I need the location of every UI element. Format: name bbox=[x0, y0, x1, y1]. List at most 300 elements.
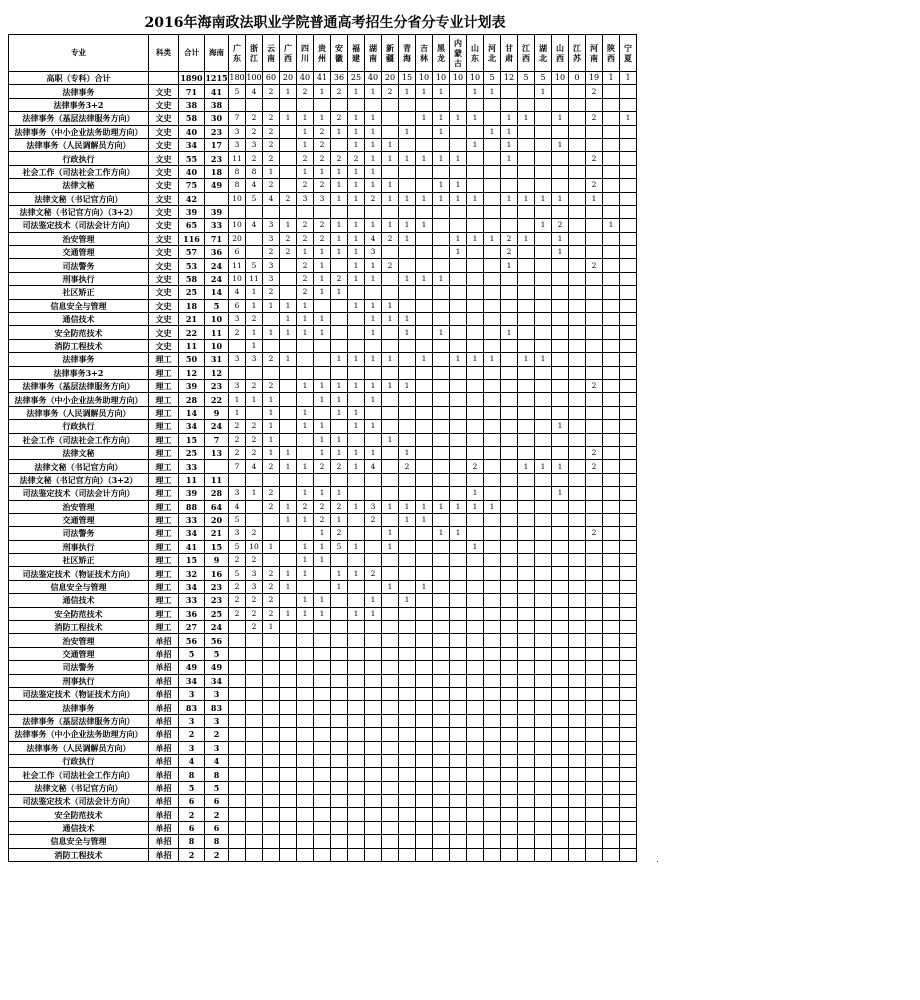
cell-province bbox=[569, 821, 586, 834]
cell-province bbox=[569, 179, 586, 192]
cell-province: 1 bbox=[246, 487, 263, 500]
cell-province bbox=[467, 313, 484, 326]
cell-province: 2 bbox=[501, 246, 518, 259]
cell-province bbox=[229, 366, 246, 379]
cell-province bbox=[348, 580, 365, 593]
cell-province bbox=[501, 98, 518, 111]
cell-province bbox=[382, 848, 399, 861]
cell-hainan: 56 bbox=[205, 634, 229, 647]
cell-province bbox=[229, 674, 246, 687]
cell-province: 1 bbox=[348, 607, 365, 620]
cell-province bbox=[620, 513, 637, 526]
cell-province bbox=[416, 125, 433, 138]
cell-province bbox=[467, 527, 484, 540]
cell-hainan: 3 bbox=[205, 714, 229, 727]
cell-province bbox=[501, 661, 518, 674]
cell-province bbox=[552, 152, 569, 165]
cell-province: 1 bbox=[297, 406, 314, 419]
cell-province: 1 bbox=[365, 112, 382, 125]
cell-province bbox=[518, 795, 535, 808]
cell-province: 3 bbox=[246, 138, 263, 151]
cell-province bbox=[620, 420, 637, 433]
cell-province bbox=[314, 473, 331, 486]
cell-province: 2 bbox=[263, 152, 280, 165]
cell-province bbox=[382, 687, 399, 700]
cell-province bbox=[467, 406, 484, 419]
cell-province bbox=[416, 540, 433, 553]
cell-province bbox=[518, 487, 535, 500]
cell-province: 1 bbox=[314, 446, 331, 459]
stray-dot bbox=[657, 861, 658, 862]
cell-province bbox=[229, 701, 246, 714]
cell-province bbox=[569, 420, 586, 433]
cell-province bbox=[365, 98, 382, 111]
cell-province bbox=[467, 286, 484, 299]
cell-province bbox=[450, 259, 467, 272]
cell-province bbox=[501, 754, 518, 767]
cell-province bbox=[586, 540, 603, 553]
cell-province: 2 bbox=[263, 112, 280, 125]
cell-hainan: 23 bbox=[205, 379, 229, 392]
cell-province bbox=[552, 621, 569, 634]
cell-province: 1 bbox=[399, 125, 416, 138]
cell-province bbox=[603, 420, 620, 433]
cell-total: 25 bbox=[179, 286, 205, 299]
cell-category: 单招 bbox=[149, 821, 179, 834]
cell-province: 1 bbox=[399, 594, 416, 607]
cell-province bbox=[552, 754, 569, 767]
cell-province bbox=[382, 473, 399, 486]
cell-major: 司法鉴定技术（物证技术方向） bbox=[9, 687, 149, 700]
cell-province bbox=[518, 473, 535, 486]
cell-total: 49 bbox=[179, 661, 205, 674]
cell-major: 社会工作（司法社会工作方向） bbox=[9, 433, 149, 446]
cell-province bbox=[450, 460, 467, 473]
cell-province bbox=[263, 527, 280, 540]
cell-province: 1 bbox=[450, 112, 467, 125]
cell-category: 单招 bbox=[149, 781, 179, 794]
cell-province: 1 bbox=[297, 594, 314, 607]
cell-province bbox=[314, 674, 331, 687]
cell-province bbox=[229, 808, 246, 821]
cell-province bbox=[246, 821, 263, 834]
cell-province bbox=[348, 687, 365, 700]
cell-province bbox=[348, 393, 365, 406]
cell-province bbox=[569, 339, 586, 352]
cell-total: 2 bbox=[179, 728, 205, 741]
cell-province bbox=[535, 487, 552, 500]
cell-province: 1 bbox=[501, 152, 518, 165]
cell-province bbox=[314, 821, 331, 834]
cell-province bbox=[518, 513, 535, 526]
cell-province bbox=[382, 246, 399, 259]
cell-province: 1 bbox=[518, 460, 535, 473]
header-province: 福建 bbox=[348, 35, 365, 72]
cell-province: 1 bbox=[450, 500, 467, 513]
cell-province bbox=[603, 246, 620, 259]
cell-major: 法律事务3+2 bbox=[9, 98, 149, 111]
cell-province bbox=[348, 741, 365, 754]
table-row bbox=[9, 460, 637, 473]
cell-province bbox=[484, 821, 501, 834]
cell-province bbox=[603, 754, 620, 767]
cell-province: 1 bbox=[365, 152, 382, 165]
cell-province bbox=[331, 621, 348, 634]
cell-province bbox=[467, 594, 484, 607]
cell-province: 1 bbox=[535, 85, 552, 98]
cell-province bbox=[416, 567, 433, 580]
cell-category: 理工 bbox=[149, 527, 179, 540]
cell-province bbox=[450, 701, 467, 714]
cell-province bbox=[569, 165, 586, 178]
cell-province bbox=[416, 299, 433, 312]
header-province: 山东 bbox=[467, 35, 484, 72]
cell-province bbox=[382, 112, 399, 125]
cell-province bbox=[450, 420, 467, 433]
cell-province bbox=[552, 714, 569, 727]
cell-province bbox=[484, 379, 501, 392]
cell-province bbox=[467, 446, 484, 459]
cell-major: 法律事务 bbox=[9, 701, 149, 714]
cell-province bbox=[484, 313, 501, 326]
cell-province: 1 bbox=[365, 179, 382, 192]
cell-province: 1 bbox=[365, 393, 382, 406]
cell-province: 2 bbox=[263, 567, 280, 580]
cell-province bbox=[416, 527, 433, 540]
cell-province bbox=[365, 473, 382, 486]
cell-province bbox=[382, 326, 399, 339]
cell-province: 2 bbox=[586, 379, 603, 392]
cell-province bbox=[586, 594, 603, 607]
cell-province bbox=[382, 165, 399, 178]
cell-province bbox=[484, 299, 501, 312]
cell-province bbox=[603, 768, 620, 781]
cell-province bbox=[314, 621, 331, 634]
cell-province: 1 bbox=[331, 406, 348, 419]
cell-province bbox=[280, 701, 297, 714]
cell-province bbox=[365, 339, 382, 352]
cell-province bbox=[467, 835, 484, 848]
cell-province bbox=[416, 433, 433, 446]
cell-hainan: 49 bbox=[205, 661, 229, 674]
cell-total: 6 bbox=[179, 795, 205, 808]
cell-province bbox=[297, 768, 314, 781]
cell-province: 1 bbox=[331, 433, 348, 446]
cell-hainan: 24 bbox=[205, 621, 229, 634]
cell-province: 1 bbox=[314, 272, 331, 285]
cell-province: 1 bbox=[399, 219, 416, 232]
cell-province: 1 bbox=[348, 446, 365, 459]
cell-province: 10 bbox=[229, 219, 246, 232]
cell-province bbox=[467, 152, 484, 165]
cell-province bbox=[246, 500, 263, 513]
cell-province bbox=[501, 393, 518, 406]
table-row bbox=[9, 205, 637, 218]
cell-province bbox=[348, 473, 365, 486]
cell-province: 1 bbox=[314, 527, 331, 540]
cell-province bbox=[263, 714, 280, 727]
cell-province bbox=[569, 781, 586, 794]
cell-province: 1 bbox=[382, 192, 399, 205]
cell-province bbox=[518, 393, 535, 406]
cell-province bbox=[382, 272, 399, 285]
cell-province bbox=[501, 85, 518, 98]
cell-province bbox=[484, 473, 501, 486]
cell-province bbox=[518, 728, 535, 741]
cell-province bbox=[416, 473, 433, 486]
cell-province bbox=[620, 85, 637, 98]
cell-province bbox=[365, 835, 382, 848]
table-row bbox=[9, 326, 637, 339]
cell-province bbox=[620, 339, 637, 352]
cell-province bbox=[518, 326, 535, 339]
cell-province bbox=[263, 366, 280, 379]
cell-province bbox=[229, 728, 246, 741]
cell-province: 1 bbox=[331, 393, 348, 406]
cell-category: 单招 bbox=[149, 835, 179, 848]
cell-province bbox=[552, 473, 569, 486]
cell-province bbox=[501, 594, 518, 607]
cell-province: 2 bbox=[246, 125, 263, 138]
cell-province bbox=[518, 634, 535, 647]
cell-province: 1 bbox=[552, 192, 569, 205]
cell-province bbox=[433, 353, 450, 366]
cell-category: 理工 bbox=[149, 353, 179, 366]
cell-province bbox=[348, 848, 365, 861]
cell-category: 文史 bbox=[149, 85, 179, 98]
cell-province: 1 bbox=[280, 313, 297, 326]
cell-province: 1 bbox=[365, 165, 382, 178]
cell-province bbox=[450, 567, 467, 580]
cell-province bbox=[552, 433, 569, 446]
cell-major: 法律事务 bbox=[9, 85, 149, 98]
header-province: 四川 bbox=[297, 35, 314, 72]
cell-province: 1 bbox=[297, 513, 314, 526]
cell-province: 1 bbox=[314, 433, 331, 446]
cell-province bbox=[501, 219, 518, 232]
cell-province bbox=[331, 661, 348, 674]
cell-province: 1 bbox=[399, 513, 416, 526]
cell-province bbox=[467, 219, 484, 232]
cell-province bbox=[620, 165, 637, 178]
cell-province bbox=[433, 728, 450, 741]
cell-province: 3 bbox=[229, 379, 246, 392]
cell-province bbox=[331, 607, 348, 620]
cell-province bbox=[246, 513, 263, 526]
cell-province bbox=[399, 835, 416, 848]
cell-category: 文史 bbox=[149, 138, 179, 151]
cell-province bbox=[569, 473, 586, 486]
cell-province bbox=[229, 821, 246, 834]
cell-province bbox=[484, 326, 501, 339]
cell-province: 1 bbox=[331, 513, 348, 526]
cell-province: 3 bbox=[246, 353, 263, 366]
cell-province bbox=[603, 460, 620, 473]
cell-province bbox=[518, 835, 535, 848]
cell-province: 1 bbox=[535, 219, 552, 232]
cell-province: 2 bbox=[263, 286, 280, 299]
cell-province bbox=[365, 580, 382, 593]
cell-province bbox=[365, 634, 382, 647]
cell-province: 1 bbox=[450, 192, 467, 205]
cell-province bbox=[501, 165, 518, 178]
cell-province: 2 bbox=[280, 192, 297, 205]
cell-province: 2 bbox=[314, 232, 331, 245]
cell-province bbox=[518, 313, 535, 326]
cell-province: 1 bbox=[399, 232, 416, 245]
cell-province bbox=[280, 272, 297, 285]
cell-province bbox=[246, 674, 263, 687]
cell-province bbox=[450, 554, 467, 567]
cell-province: 1 bbox=[331, 219, 348, 232]
cell-province bbox=[535, 339, 552, 352]
cell-province bbox=[603, 848, 620, 861]
cell-province bbox=[365, 741, 382, 754]
cell-major: 通信技术 bbox=[9, 821, 149, 834]
cell-province bbox=[314, 781, 331, 794]
cell-hainan: 14 bbox=[205, 286, 229, 299]
cell-province bbox=[467, 728, 484, 741]
cell-province bbox=[365, 701, 382, 714]
cell-province: 1 bbox=[331, 567, 348, 580]
cell-province bbox=[348, 513, 365, 526]
cell-province bbox=[348, 728, 365, 741]
cell-province bbox=[450, 85, 467, 98]
cell-province: 3 bbox=[229, 138, 246, 151]
cell-province bbox=[620, 594, 637, 607]
cell-province bbox=[603, 781, 620, 794]
cell-province: 1 bbox=[246, 299, 263, 312]
cell-province: 4 bbox=[246, 219, 263, 232]
cell-province: 2 bbox=[331, 272, 348, 285]
cell-province bbox=[450, 808, 467, 821]
cell-province bbox=[297, 393, 314, 406]
cell-province: 1 bbox=[297, 125, 314, 138]
cell-province bbox=[501, 433, 518, 446]
cell-province bbox=[484, 420, 501, 433]
cell-province bbox=[246, 406, 263, 419]
cell-province: 1 bbox=[365, 85, 382, 98]
cell-province bbox=[569, 246, 586, 259]
cell-province bbox=[535, 647, 552, 660]
cell-province bbox=[586, 674, 603, 687]
cell-major: 交通管理 bbox=[9, 647, 149, 660]
cell-hainan: 34 bbox=[205, 674, 229, 687]
cell-province: 2 bbox=[552, 219, 569, 232]
cell-province bbox=[280, 848, 297, 861]
cell-province: 1 bbox=[484, 125, 501, 138]
cell-province: 2 bbox=[382, 232, 399, 245]
cell-province bbox=[518, 701, 535, 714]
cell-province bbox=[552, 125, 569, 138]
cell-major: 信息安全与管理 bbox=[9, 580, 149, 593]
cell-province bbox=[450, 821, 467, 834]
cell-province bbox=[569, 433, 586, 446]
cell-province bbox=[450, 647, 467, 660]
cell-province bbox=[603, 179, 620, 192]
cell-province bbox=[382, 393, 399, 406]
cell-category: 文史 bbox=[149, 259, 179, 272]
cell-province: 1 bbox=[365, 138, 382, 151]
cell-province bbox=[501, 513, 518, 526]
cell-province bbox=[603, 259, 620, 272]
cell-province: 2 bbox=[501, 232, 518, 245]
cell-province bbox=[586, 580, 603, 593]
cell-province bbox=[433, 487, 450, 500]
cell-province bbox=[620, 647, 637, 660]
cell-major: 司法鉴定技术（司法会计方向） bbox=[9, 219, 149, 232]
cell-major: 消防工程技术 bbox=[9, 339, 149, 352]
cell-province: 2 bbox=[331, 527, 348, 540]
cell-province bbox=[348, 205, 365, 218]
cell-province bbox=[348, 487, 365, 500]
cell-province bbox=[331, 205, 348, 218]
cell-province: 5 bbox=[331, 540, 348, 553]
cell-province bbox=[535, 272, 552, 285]
cell-province: 1 bbox=[280, 112, 297, 125]
cell-province bbox=[603, 594, 620, 607]
cell-major: 治安管理 bbox=[9, 634, 149, 647]
cell-province bbox=[297, 634, 314, 647]
cell-hainan: 36 bbox=[205, 246, 229, 259]
cell-province bbox=[263, 768, 280, 781]
cell-province bbox=[280, 487, 297, 500]
cell-major: 法律文秘 bbox=[9, 446, 149, 459]
cell-province: 1 bbox=[331, 192, 348, 205]
cell-province: 1 bbox=[467, 500, 484, 513]
cell-province bbox=[501, 728, 518, 741]
cell-province bbox=[535, 98, 552, 111]
cell-province: 1 bbox=[280, 85, 297, 98]
cell-province bbox=[569, 313, 586, 326]
cell-province bbox=[365, 286, 382, 299]
cell-province bbox=[484, 741, 501, 754]
cell-province bbox=[416, 781, 433, 794]
cell-province bbox=[467, 808, 484, 821]
cell-province bbox=[450, 714, 467, 727]
cell-major: 交通管理 bbox=[9, 513, 149, 526]
cell-province bbox=[433, 781, 450, 794]
cell-province bbox=[348, 286, 365, 299]
cell-province bbox=[416, 98, 433, 111]
cell-hainan: 9 bbox=[205, 406, 229, 419]
cell-province bbox=[450, 741, 467, 754]
cell-province bbox=[603, 674, 620, 687]
cell-province bbox=[620, 540, 637, 553]
cell-province bbox=[365, 647, 382, 660]
cell-province bbox=[586, 286, 603, 299]
cell-province bbox=[382, 714, 399, 727]
cell-province bbox=[467, 259, 484, 272]
cell-province: 1 bbox=[314, 420, 331, 433]
cell-province bbox=[535, 634, 552, 647]
cell-province bbox=[620, 728, 637, 741]
cell-province bbox=[467, 701, 484, 714]
cell-total: 39 bbox=[179, 205, 205, 218]
cell-total: 116 bbox=[179, 232, 205, 245]
cell-province bbox=[535, 406, 552, 419]
cell-province bbox=[433, 647, 450, 660]
cell-province bbox=[620, 473, 637, 486]
cell-major: 法律事务（基层法律服务方向） bbox=[9, 714, 149, 727]
cell-province: 1 bbox=[552, 112, 569, 125]
cell-province bbox=[552, 286, 569, 299]
cell-province bbox=[416, 446, 433, 459]
cell-province bbox=[348, 768, 365, 781]
table-row bbox=[9, 259, 637, 272]
cell-province bbox=[399, 540, 416, 553]
cell-province bbox=[382, 768, 399, 781]
